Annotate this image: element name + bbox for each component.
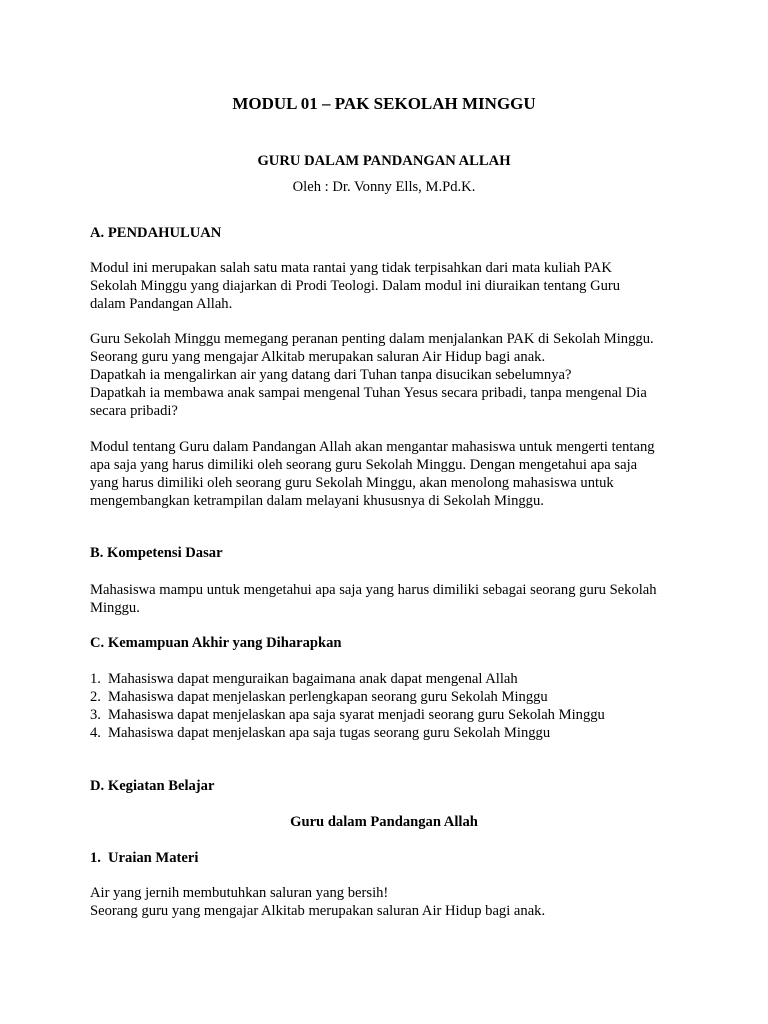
subsection-heading: Uraian Materi xyxy=(108,850,199,866)
paragraph-line: secara pribadi? xyxy=(90,403,178,419)
list-item: Mahasiswa dapat menjelaskan apa saja syarat menjadi seorang guru Sekolah Minggu xyxy=(108,707,605,723)
list-item-number: 3. xyxy=(90,707,101,723)
section-c-heading: C. Kemampuan Akhir yang Diharapkan xyxy=(90,635,342,651)
subsection-number: 1. xyxy=(90,850,101,866)
list-item-number: 1. xyxy=(90,671,101,687)
list-item: Mahasiswa dapat menguraikan bagaimana anak dapat mengenal Allah xyxy=(108,671,518,687)
section-d-subheading: Guru dalam Pandangan Allah xyxy=(290,814,478,830)
list-item: Mahasiswa dapat menjelaskan apa saja tugas seorang guru Sekolah Minggu xyxy=(108,725,551,741)
paragraph-line: apa saja yang harus dimiliki oleh seorang guru Sekolah Minggu. Dengan mengetahui apa saja xyxy=(90,457,638,473)
author-line: Oleh : Dr. Vonny Ells, M.Pd.K. xyxy=(292,179,476,195)
paragraph-line: Dapatkah ia membawa anak sampai mengenal Tuhan Yesus secara pribadi, tanpa mengenal Dia xyxy=(90,385,647,401)
paragraph-line: Seorang guru yang mengajar Alkitab merupakan saluran Air Hidup bagi anak. xyxy=(90,903,546,919)
paragraph-line: Sekolah Minggu yang diajarkan di Prodi Teologi. Dalam modul ini diuraikan tentang Guru xyxy=(90,278,621,294)
paragraph-line: Mahasiswa mampu untuk mengetahui apa saja yang harus dimiliki sebagai seorang guru Sekolah xyxy=(90,582,657,598)
section-b-heading: B. Kompetensi Dasar xyxy=(90,545,223,561)
list-item-number: 4. xyxy=(90,725,101,741)
paragraph-line: Guru Sekolah Minggu memegang peranan penting dalam menjalankan PAK di Sekolah Minggu. xyxy=(90,331,654,347)
paragraph-line: Dapatkah ia mengalirkan air yang datang dari Tuhan tanpa disucikan sebelumnya? xyxy=(90,367,572,383)
paragraph-line: mengembangkan ketrampilan dalam melayani khususnya di Sekolah Minggu. xyxy=(90,493,544,509)
paragraph-line: Modul ini merupakan salah satu mata rantai yang tidak terpisahkan dari mata kuliah PAK xyxy=(90,260,612,276)
section-a-heading: A. PENDAHULUAN xyxy=(90,225,222,241)
section-d-heading: D. Kegiatan Belajar xyxy=(90,778,215,794)
paragraph-line: Minggu. xyxy=(90,600,140,616)
paragraph-line: dalam Pandangan Allah. xyxy=(90,296,233,312)
paragraph-line: Modul tentang Guru dalam Pandangan Allah akan mengantar mahasiswa untuk mengerti tentang xyxy=(90,439,655,455)
paragraph-line: Air yang jernih membutuhkan saluran yang bersih! xyxy=(90,885,389,901)
paragraph-line: yang harus dimiliki oleh seorang guru Sekolah Minggu, akan menolong mahasiswa untuk xyxy=(90,475,614,491)
list-item: Mahasiswa dapat menjelaskan perlengkapan seorang guru Sekolah Minggu xyxy=(108,689,548,705)
list-item-number: 2. xyxy=(90,689,101,705)
document-title: MODUL 01 – PAK SEKOLAH MINGGU xyxy=(232,94,536,113)
document-subtitle: GURU DALAM PANDANGAN ALLAH xyxy=(257,153,511,169)
paragraph-line: Seorang guru yang mengajar Alkitab merupakan saluran Air Hidup bagi anak. xyxy=(90,349,546,365)
